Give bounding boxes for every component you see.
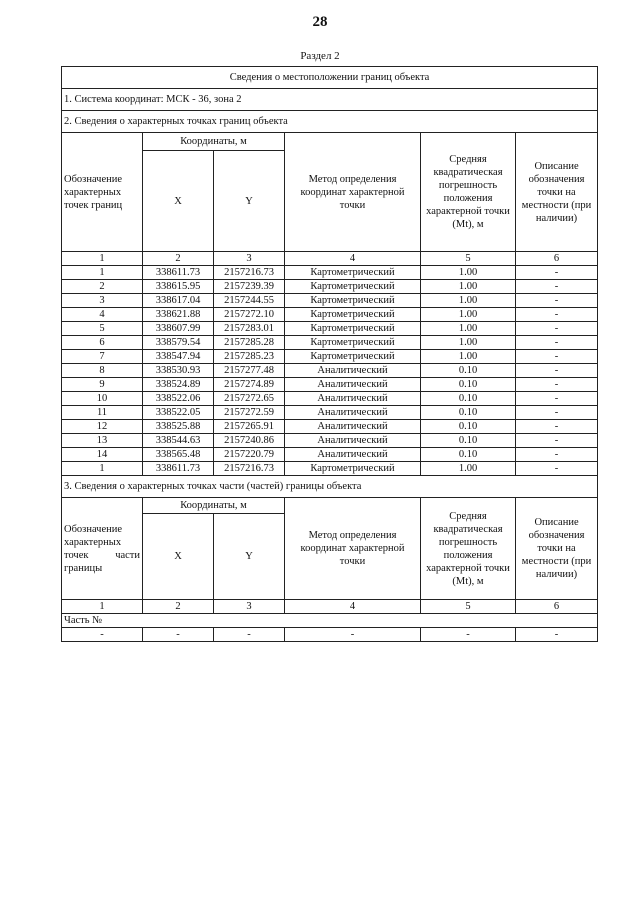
point-cell: 10	[62, 392, 143, 406]
accuracy-cell: 1.00	[421, 462, 516, 476]
accuracy-cell: 0.10	[421, 434, 516, 448]
description-cell: -	[516, 406, 598, 420]
x-cell: 338565.48	[143, 448, 214, 462]
accuracy-cell: 0.10	[421, 364, 516, 378]
section-2-title: 2. Сведения о характерных точках границ объекта	[62, 111, 598, 133]
y-cell: 2157283.01	[214, 322, 285, 336]
description-cell: -	[516, 392, 598, 406]
y-cell: 2157216.73	[214, 462, 285, 476]
description-cell: -	[516, 280, 598, 294]
x-cell: 338530.93	[143, 364, 214, 378]
accuracy-cell: 0.10	[421, 406, 516, 420]
accuracy-cell: 1.00	[421, 294, 516, 308]
column-number: 5	[421, 252, 516, 266]
column-numbers-row-2	[62, 600, 598, 614]
header-accuracy: Средняя квадратическая погрешность положения характерной точки (Mt), м	[421, 133, 516, 252]
page-number: 28	[312, 14, 328, 30]
point-cell: 7	[62, 350, 143, 364]
header-x: X	[143, 151, 214, 252]
column-number: 2	[143, 252, 214, 266]
accuracy-cell: 1.00	[421, 280, 516, 294]
x-cell: 338525.88	[143, 420, 214, 434]
column-number: 2	[143, 600, 214, 614]
table-row	[62, 448, 598, 462]
header-method: Метод определения координат характерной точки	[285, 133, 421, 252]
part-cell: -	[516, 628, 598, 642]
point-cell: 8	[62, 364, 143, 378]
description-cell: -	[516, 378, 598, 392]
y-cell: 2157239.39	[214, 280, 285, 294]
table-row	[62, 378, 598, 392]
column-number: 3	[214, 600, 285, 614]
point-cell: 6	[62, 336, 143, 350]
column-number: 5	[421, 600, 516, 614]
table-row	[62, 350, 598, 364]
coordinate-system: 1. Система координат: МСК - 36, зона 2	[62, 89, 598, 111]
method-cell: Картометрический	[285, 322, 421, 336]
y-cell: 2157285.28	[214, 336, 285, 350]
table-row	[62, 462, 598, 476]
boundary-table	[61, 66, 598, 642]
point-cell: 1	[62, 462, 143, 476]
accuracy-cell: 1.00	[421, 350, 516, 364]
description-cell: -	[516, 308, 598, 322]
x-cell: 338522.06	[143, 392, 214, 406]
part-cell: -	[285, 628, 421, 642]
table-row	[62, 364, 598, 378]
header-y: Y	[214, 151, 285, 252]
description-cell: -	[516, 420, 598, 434]
accuracy-cell: 0.10	[421, 392, 516, 406]
description-cell: -	[516, 294, 598, 308]
point-cell: 4	[62, 308, 143, 322]
x-cell: 338615.95	[143, 280, 214, 294]
table-row	[62, 266, 598, 280]
description-cell: -	[516, 462, 598, 476]
x-cell: 338547.94	[143, 350, 214, 364]
part-label: Часть №	[62, 614, 598, 628]
header2-y: Y	[214, 514, 285, 600]
y-cell: 2157285.23	[214, 350, 285, 364]
table-row	[62, 336, 598, 350]
point-cell: 3	[62, 294, 143, 308]
accuracy-cell: 1.00	[421, 336, 516, 350]
description-cell: -	[516, 322, 598, 336]
accuracy-cell: 0.10	[421, 448, 516, 462]
part-cell: -	[143, 628, 214, 642]
description-cell: -	[516, 434, 598, 448]
description-cell: -	[516, 266, 598, 280]
x-cell: 338621.88	[143, 308, 214, 322]
x-cell: 338611.73	[143, 462, 214, 476]
x-cell: 338544.63	[143, 434, 214, 448]
method-cell: Картометрический	[285, 266, 421, 280]
header2-method: Метод определения координат характерной точки	[285, 498, 421, 600]
y-cell: 2157265.91	[214, 420, 285, 434]
part-cell: -	[62, 628, 143, 642]
header2-description: Описание обозначения точки на местности (при наличии)	[516, 498, 598, 600]
method-cell: Аналитический	[285, 364, 421, 378]
y-cell: 2157274.89	[214, 378, 285, 392]
point-cell: 1	[62, 266, 143, 280]
accuracy-cell: 1.00	[421, 322, 516, 336]
x-cell: 338522.05	[143, 406, 214, 420]
x-cell: 338611.73	[143, 266, 214, 280]
header-point-designation: Обозначение характерных точек границ	[62, 133, 143, 252]
column-number: 6	[516, 600, 598, 614]
y-cell: 2157216.73	[214, 266, 285, 280]
point-cell: 12	[62, 420, 143, 434]
column-number: 4	[285, 252, 421, 266]
y-cell: 2157272.65	[214, 392, 285, 406]
point-cell: 11	[62, 406, 143, 420]
header-coordinates: Координаты, м	[143, 133, 285, 151]
column-number: 3	[214, 252, 285, 266]
table-title: Сведения о местоположении границ объекта	[62, 67, 598, 89]
point-cell: 5	[62, 322, 143, 336]
column-number: 1	[62, 252, 143, 266]
point-cell: 14	[62, 448, 143, 462]
accuracy-cell: 1.00	[421, 308, 516, 322]
description-cell: -	[516, 364, 598, 378]
y-cell: 2157220.79	[214, 448, 285, 462]
method-cell: Картометрический	[285, 350, 421, 364]
point-cell: 2	[62, 280, 143, 294]
y-cell: 2157272.59	[214, 406, 285, 420]
table-row	[62, 420, 598, 434]
description-cell: -	[516, 448, 598, 462]
x-cell: 338607.99	[143, 322, 214, 336]
table-row	[62, 294, 598, 308]
part-cell: -	[421, 628, 516, 642]
header2-x: X	[143, 514, 214, 600]
y-cell: 2157277.48	[214, 364, 285, 378]
section-3-title: 3. Сведения о характерных точках части (частей) границы объекта	[62, 476, 598, 498]
point-cell: 9	[62, 378, 143, 392]
table-row	[62, 322, 598, 336]
method-cell: Аналитический	[285, 392, 421, 406]
table-row	[62, 308, 598, 322]
method-cell: Аналитический	[285, 406, 421, 420]
description-cell: -	[516, 336, 598, 350]
column-number: 6	[516, 252, 598, 266]
accuracy-cell: 0.10	[421, 420, 516, 434]
y-cell: 2157272.10	[214, 308, 285, 322]
table-row	[62, 434, 598, 448]
method-cell: Аналитический	[285, 378, 421, 392]
column-numbers-row	[62, 252, 598, 266]
table-row	[62, 280, 598, 294]
x-cell: 338524.89	[143, 378, 214, 392]
accuracy-cell: 0.10	[421, 378, 516, 392]
description-cell: -	[516, 350, 598, 364]
header2-point-designation: Обозначение характерных точек части границы	[62, 498, 143, 600]
part-cell: -	[214, 628, 285, 642]
header2-coordinates: Координаты, м	[143, 498, 285, 514]
method-cell: Аналитический	[285, 420, 421, 434]
x-cell: 338617.04	[143, 294, 214, 308]
method-cell: Картометрический	[285, 308, 421, 322]
method-cell: Аналитический	[285, 434, 421, 448]
method-cell: Картометрический	[285, 294, 421, 308]
part-row	[62, 628, 598, 642]
table-row	[62, 392, 598, 406]
table-row	[62, 406, 598, 420]
method-cell: Картометрический	[285, 462, 421, 476]
header-description: Описание обозначения точки на местности (при наличии)	[516, 133, 598, 252]
y-cell: 2157244.55	[214, 294, 285, 308]
method-cell: Аналитический	[285, 448, 421, 462]
point-cell: 13	[62, 434, 143, 448]
column-number: 1	[62, 600, 143, 614]
method-cell: Картометрический	[285, 336, 421, 350]
accuracy-cell: 1.00	[421, 266, 516, 280]
method-cell: Картометрический	[285, 280, 421, 294]
column-number: 4	[285, 600, 421, 614]
header2-accuracy: Средняя квадратическая погрешность положения характерной точки (Mt), м	[421, 498, 516, 600]
x-cell: 338579.54	[143, 336, 214, 350]
y-cell: 2157240.86	[214, 434, 285, 448]
section-label: Раздел 2	[300, 50, 340, 62]
